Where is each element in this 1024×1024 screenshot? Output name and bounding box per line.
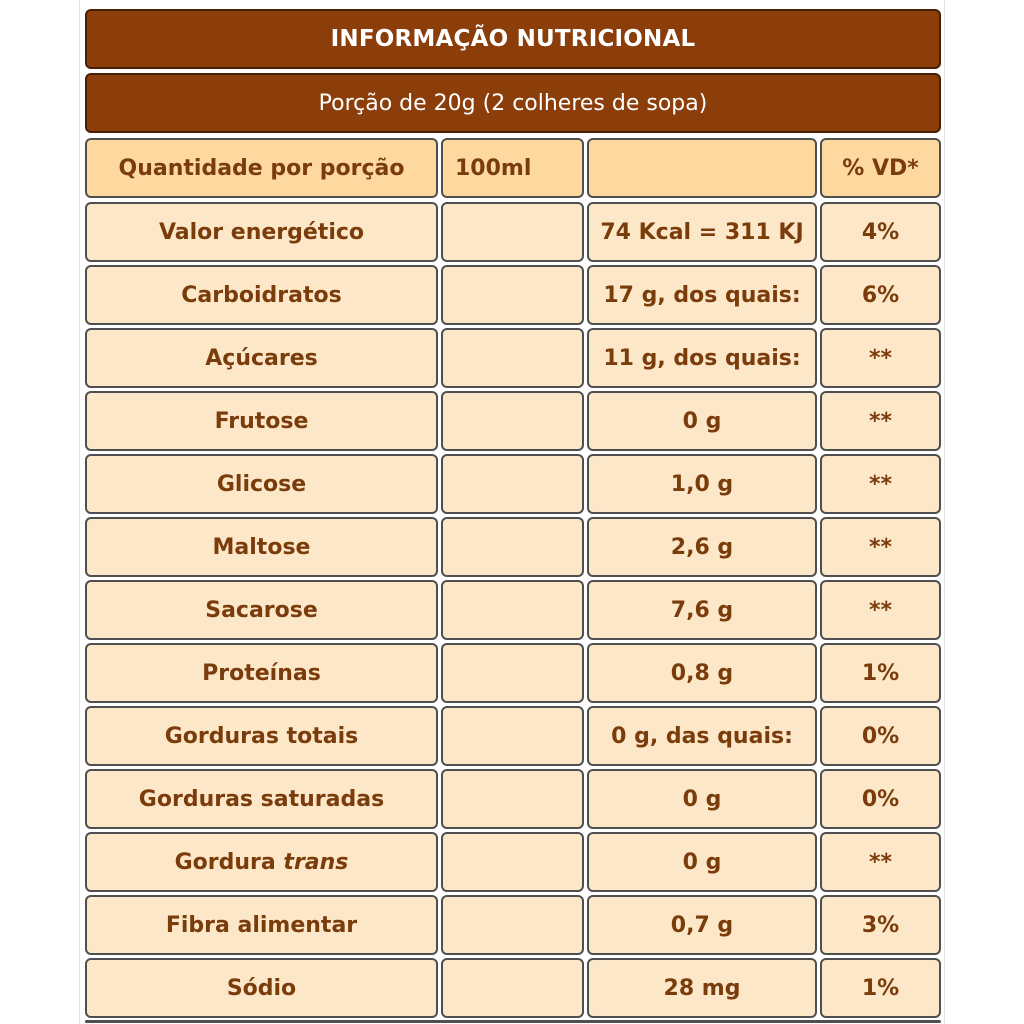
per-100ml-value [441, 517, 584, 577]
nutrient-name-italic: trans [283, 849, 349, 875]
vd-value: ** [820, 328, 941, 388]
per-100ml-value [441, 391, 584, 451]
header-vd: % VD* [820, 138, 941, 198]
portion-amount: 1,0 g [587, 454, 817, 514]
vd-value: 6% [820, 265, 941, 325]
nutrient-name: Gorduras totais [85, 706, 438, 766]
portion-amount: 2,6 g [587, 517, 817, 577]
header-quantity-label: Quantidade por porção [85, 138, 438, 198]
portion-amount: 0 g [587, 832, 817, 892]
portion-amount: 7,6 g [587, 580, 817, 640]
per-100ml-value [441, 832, 584, 892]
nutrient-name: Valor energético [85, 202, 438, 262]
per-100ml-value [441, 706, 584, 766]
portion-amount: 28 mg [587, 958, 817, 1018]
table-title: INFORMAÇÃO NUTRICIONAL [85, 9, 941, 69]
portion-amount: 0,8 g [587, 643, 817, 703]
portion-amount: 17 g, dos quais: [587, 265, 817, 325]
vd-value: 0% [820, 769, 941, 829]
vd-value: ** [820, 391, 941, 451]
vd-value: 0% [820, 706, 941, 766]
header-per-portion [587, 138, 817, 198]
portion-amount: 0,7 g [587, 895, 817, 955]
portion-amount: 0 g [587, 769, 817, 829]
nutrient-name: Fibra alimentar [85, 895, 438, 955]
per-100ml-value [441, 328, 584, 388]
vd-value: 3% [820, 895, 941, 955]
portion-amount: 0 g [587, 391, 817, 451]
per-100ml-value [441, 454, 584, 514]
per-100ml-value [441, 202, 584, 262]
vd-value: ** [820, 517, 941, 577]
portion-amount: 0 g, das quais: [587, 706, 817, 766]
nutrient-name: Sacarose [85, 580, 438, 640]
vd-value: 4% [820, 202, 941, 262]
table-bottom-border [85, 1020, 941, 1023]
portion-amount: 74 Kcal = 311 KJ [587, 202, 817, 262]
vd-value: ** [820, 580, 941, 640]
nutrient-name-text: Gordura [174, 849, 276, 875]
nutrient-name: Gorduras saturadas [85, 769, 438, 829]
nutrient-name [85, 832, 438, 892]
per-100ml-value [441, 958, 584, 1018]
header-per-100ml: 100ml [441, 138, 584, 198]
vd-value: 1% [820, 643, 941, 703]
nutrient-name: Carboidratos [85, 265, 438, 325]
nutrient-name: Maltose [85, 517, 438, 577]
vd-value: 1% [820, 958, 941, 1018]
nutrient-name: Açúcares [85, 328, 438, 388]
nutrient-name: Frutose [85, 391, 438, 451]
per-100ml-value [441, 769, 584, 829]
per-100ml-value [441, 580, 584, 640]
nutrient-name: Sódio [85, 958, 438, 1018]
per-100ml-value [441, 643, 584, 703]
nutrient-name: Glicose [85, 454, 438, 514]
nutrient-name: Proteínas [85, 643, 438, 703]
vd-value: ** [820, 454, 941, 514]
vd-value: ** [820, 832, 941, 892]
portion-amount: 11 g, dos quais: [587, 328, 817, 388]
per-100ml-value [441, 895, 584, 955]
per-100ml-value [441, 265, 584, 325]
portion-label: Porção de 20g (2 colheres de sopa) [85, 73, 941, 133]
